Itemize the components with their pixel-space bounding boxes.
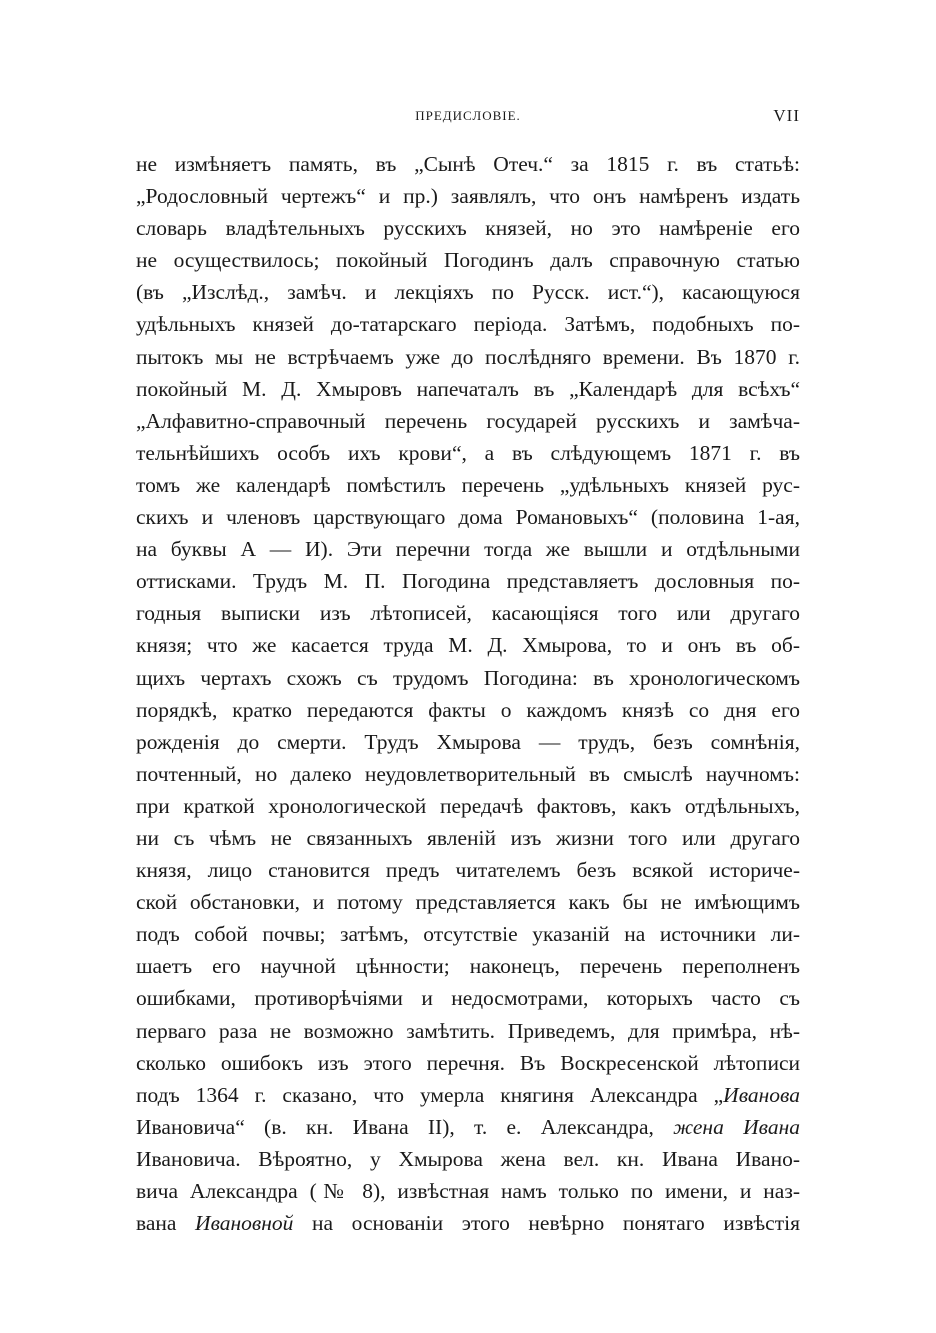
text-line	[136, 1047, 800, 1079]
text-line	[136, 822, 800, 854]
text-segment: тельнѣйшихъ особъ ихъ крови“, а въ слѣдующемъ 1871 г. въ	[136, 440, 800, 465]
text-line	[136, 1143, 800, 1175]
text-segment: ни съ чѣмъ не связанныхъ явленій изъ жизни того или другаго	[136, 825, 800, 850]
text-segment: перваго раза не возможно замѣтить. Приведемъ, для примѣра, нѣ-	[136, 1018, 800, 1043]
text-segment: пытокъ мы не встрѣчаемъ уже до послѣдняго времени. Въ 1870 г.	[136, 344, 800, 369]
text-line	[136, 405, 800, 437]
text-segment: князя, лицо становится предъ читателемъ безъ всякой историче-	[136, 858, 800, 883]
text-segment: шаетъ его научной цѣнности; наконецъ, перечень переполненъ	[136, 954, 800, 979]
body-text	[136, 148, 800, 1239]
text-segment: „Алфавитно-справочный перечень государей русскихъ и замѣча-	[136, 408, 800, 433]
text-line	[136, 212, 800, 244]
text-segment: вича Александра (№ 8), извѣстная намъ только по имени, и наз-	[136, 1179, 800, 1203]
text-line	[136, 437, 800, 469]
text-segment: томъ же календарѣ помѣстилъ перечень „удѣльныхъ князей рус-	[136, 472, 800, 497]
text-segment: не измѣняетъ память, въ „Сынѣ Отеч.“ за 1815 г. въ статьѣ:	[136, 152, 800, 176]
text-segment: подъ 1364 г. сказано, что умерла княгиня Александра „	[136, 1082, 724, 1107]
text-segment: (въ „Изслѣд., замѣч. и лекціяхъ по Русск. ист.“), касающуюся	[136, 280, 800, 305]
text-line	[136, 180, 800, 212]
text-segment: скихъ и членовъ царствующаго дома Романовыхъ“ (половина 1-ая,	[136, 505, 800, 530]
text-line	[136, 308, 800, 340]
text-line	[136, 1111, 800, 1143]
text-line	[136, 918, 800, 950]
text-segment: ошибками, противорѣчіями и недосмотрами, которыхъ часто съ	[136, 986, 800, 1011]
italic-text: Ивановной	[195, 1211, 294, 1236]
text-line	[136, 662, 800, 694]
text-line	[136, 276, 800, 308]
running-head	[136, 106, 800, 130]
text-segment: почтенный, но далеко неудовлетворительный въ смыслѣ научномъ:	[136, 761, 800, 786]
text-line	[136, 565, 800, 597]
text-segment: Ивановича“ (в. кн. Ивана II), т. е. Александра,	[136, 1114, 674, 1139]
text-segment: князя; что же касается труда М. Д. Хмырова, то и онъ въ об-	[136, 633, 800, 658]
text-segment: подъ собой почвы; затѣмъ, отсутствіе указаній на источники ли-	[136, 922, 800, 947]
page-number: VII	[773, 106, 800, 125]
text-line	[136, 1207, 800, 1239]
text-segment: покойный М. Д. Хмыровъ напечаталъ въ „Календарѣ для всѣхъ“	[136, 376, 800, 401]
italic-text: жена Ивана	[673, 1114, 800, 1139]
text-line	[136, 341, 800, 373]
text-line	[136, 148, 800, 180]
text-segment: не осуществилось; покойный Погодинъ далъ справочную статью	[136, 248, 800, 273]
text-line	[136, 373, 800, 405]
text-line	[136, 758, 800, 790]
text-segment: годныя выписки изъ лѣтописей, касающіяся того или другаго	[136, 601, 800, 626]
text-segment: вана	[136, 1211, 196, 1236]
text-segment: рожденія до смерти. Трудъ Хмырова — трудъ, безъ сомнѣнія,	[136, 729, 800, 754]
text-segment: при краткой хронологической передачѣ фактовъ, какъ отдѣльныхъ,	[136, 793, 800, 818]
running-title: ПРЕДИСЛОВІЕ.	[415, 108, 521, 123]
text-line	[136, 726, 800, 758]
text-line	[136, 469, 800, 501]
text-segment: на основаніи этого невѣрно понятаго извѣстія	[293, 1211, 800, 1236]
text-line	[136, 629, 800, 661]
text-line	[136, 1015, 800, 1047]
text-line	[136, 790, 800, 822]
text-line	[136, 597, 800, 629]
text-segment: сколько ошибокъ изъ этого перечня. Въ Воскресенской лѣтописи	[136, 1050, 800, 1075]
text-line	[136, 1079, 800, 1111]
text-line	[136, 501, 800, 533]
text-segment: на буквы А — И). Эти перечни тогда же вышли и отдѣльными	[136, 537, 800, 562]
text-segment: щихъ чертахъ схожъ съ трудомъ Погодина: въ хронологическомъ	[136, 665, 800, 690]
text-line	[136, 694, 800, 726]
text-segment: порядкѣ, кратко передаются факты о каждомъ князѣ со дня его	[136, 697, 800, 722]
text-line	[136, 533, 800, 565]
text-line	[136, 1175, 800, 1207]
text-segment: оттисками. Трудъ М. П. Погодина представляетъ дословныя по-	[136, 569, 800, 594]
text-segment: удѣльныхъ князей до-татарскаго періода. Затѣмъ, подобныхъ по-	[136, 312, 800, 337]
text-segment: словарь владѣтельныхъ русскихъ князей, но это намѣреніе его	[136, 216, 800, 241]
text-segment: Ивановича. Вѣроятно, у Хмырова жена вел. кн. Ивана Ивано-	[136, 1146, 800, 1171]
text-line	[136, 854, 800, 886]
italic-text: Иванова	[723, 1082, 800, 1107]
text-segment: „Родословный чертежъ“ и пр.) заявлялъ, что онъ намѣренъ издать	[136, 184, 800, 209]
text-line	[136, 982, 800, 1014]
text-line	[136, 950, 800, 982]
text-line	[136, 886, 800, 918]
text-segment: ской обстановки, и потому представляется какъ бы не имѣющимъ	[136, 890, 800, 915]
text-line	[136, 244, 800, 276]
